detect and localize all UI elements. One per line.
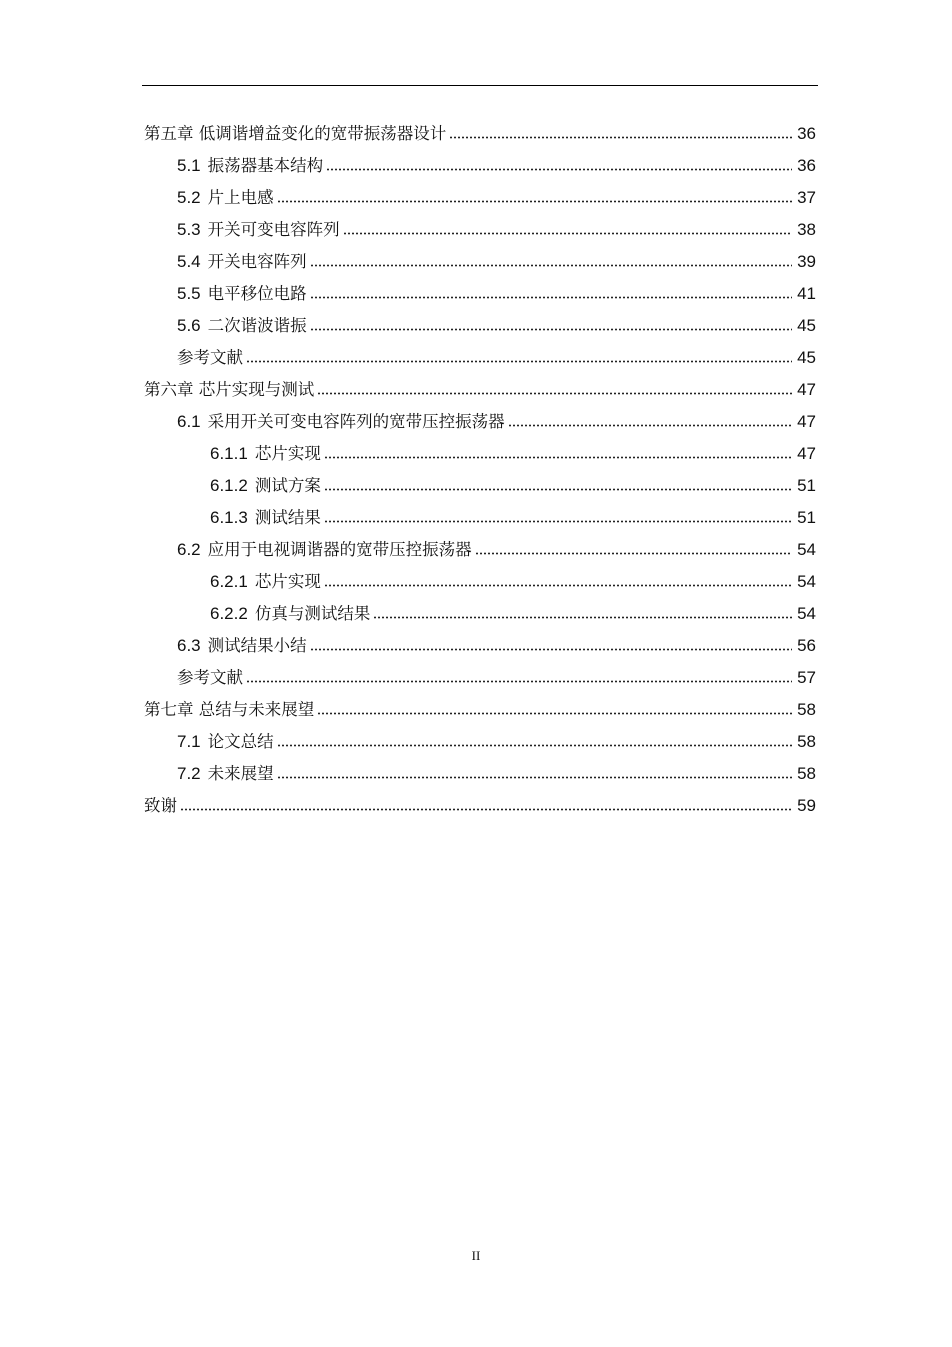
toc-entry-title: 未来展望 xyxy=(207,764,274,783)
toc-entry-number: 5.3 xyxy=(177,220,201,239)
toc-entry-title: 电平移位电路 xyxy=(207,284,307,303)
dot-leader xyxy=(180,803,792,811)
toc-entry-title: 参考文献 xyxy=(177,348,243,367)
toc-entry-page: 58 xyxy=(797,732,816,751)
toc-entry-title: 二次谐波谐振 xyxy=(207,316,307,335)
toc-entry-title: 芯片实现 xyxy=(254,444,321,463)
toc-entry-number: 6.2.2 xyxy=(210,604,248,623)
dot-leader xyxy=(475,547,792,555)
toc-entry-number: 5.1 xyxy=(177,156,201,175)
toc-entry-page: 54 xyxy=(797,604,816,623)
dot-leader xyxy=(449,131,792,139)
toc-entry[interactable] xyxy=(142,534,816,566)
toc-entry[interactable] xyxy=(142,502,816,534)
dot-leader xyxy=(246,675,792,683)
table-of-contents xyxy=(142,118,816,822)
dot-leader xyxy=(246,355,792,363)
toc-entry[interactable] xyxy=(142,342,816,374)
toc-entry-number: 6.1.1 xyxy=(210,444,248,463)
toc-entry-title: 第五章 低调谐增益变化的宽带振荡器设计 xyxy=(144,124,447,143)
toc-entry[interactable] xyxy=(142,662,816,694)
dot-leader xyxy=(324,483,792,491)
toc-entry-page: 57 xyxy=(797,668,816,687)
toc-entry-number: 7.1 xyxy=(177,732,201,751)
toc-entry-page: 54 xyxy=(797,572,816,591)
dot-leader xyxy=(310,259,792,267)
dot-leader xyxy=(310,291,792,299)
toc-entry[interactable] xyxy=(142,246,816,278)
toc-entry[interactable] xyxy=(142,278,816,310)
dot-leader xyxy=(324,579,792,587)
toc-entry-number: 5.2 xyxy=(177,188,201,207)
toc-entry-page: 54 xyxy=(797,540,816,559)
toc-entry-number: 6.3 xyxy=(177,636,201,655)
toc-entry-page: 51 xyxy=(797,508,816,527)
toc-entry[interactable] xyxy=(142,406,816,438)
toc-entry-page: 45 xyxy=(797,348,816,367)
toc-entry-number: 7.2 xyxy=(177,764,201,783)
toc-entry-title: 测试方案 xyxy=(254,476,321,495)
toc-entry-title: 开关可变电容阵列 xyxy=(207,220,340,239)
toc-entry[interactable] xyxy=(142,694,816,726)
toc-entry-title: 第六章 芯片实现与测试 xyxy=(144,380,315,399)
toc-entry-title: 第七章 总结与未来展望 xyxy=(144,700,315,719)
toc-entry-page: 47 xyxy=(797,380,816,399)
toc-entry[interactable] xyxy=(142,182,816,214)
toc-entry-title: 仿真与测试结果 xyxy=(254,604,371,623)
header-rule xyxy=(142,85,818,86)
toc-entry-page: 58 xyxy=(797,764,816,783)
toc-entry[interactable] xyxy=(142,374,816,406)
toc-entry-title: 应用于电视调谐器的宽带压控振荡器 xyxy=(207,540,472,559)
toc-entry[interactable] xyxy=(142,790,816,822)
toc-entry-page: 36 xyxy=(797,124,816,143)
toc-entry-title: 致谢 xyxy=(144,796,177,815)
toc-entry-title: 测试结果 xyxy=(254,508,321,527)
toc-entry-page: 45 xyxy=(797,316,816,335)
toc-entry-page: 59 xyxy=(797,796,816,815)
page-number: II xyxy=(471,1248,481,1263)
toc-entry-page: 38 xyxy=(797,220,816,239)
toc-entry-title: 芯片实现 xyxy=(254,572,321,591)
toc-entry[interactable] xyxy=(142,598,816,630)
dot-leader xyxy=(317,707,792,715)
dot-leader xyxy=(343,227,792,235)
dot-leader xyxy=(310,323,792,331)
toc-entry[interactable] xyxy=(142,150,816,182)
toc-entry-page: 36 xyxy=(797,156,816,175)
toc-entry-page: 58 xyxy=(797,700,816,719)
toc-entry-title: 采用开关可变电容阵列的宽带压控振荡器 xyxy=(207,412,505,431)
toc-entry[interactable] xyxy=(142,470,816,502)
toc-entry-number: 6.2 xyxy=(177,540,201,559)
dot-leader xyxy=(317,387,792,395)
toc-entry-number: 5.5 xyxy=(177,284,201,303)
toc-entry-number: 5.6 xyxy=(177,316,201,335)
toc-entry[interactable] xyxy=(142,438,816,470)
toc-entry-title: 振荡器基本结构 xyxy=(207,156,324,175)
dot-leader xyxy=(310,643,792,651)
toc-entry[interactable] xyxy=(142,118,816,150)
toc-entry-number: 6.1.2 xyxy=(210,476,248,495)
toc-entry-page: 47 xyxy=(797,444,816,463)
toc-entry-title: 开关电容阵列 xyxy=(207,252,307,271)
toc-entry-page: 37 xyxy=(797,188,816,207)
toc-entry-number: 6.1.3 xyxy=(210,508,248,527)
toc-entry[interactable] xyxy=(142,214,816,246)
toc-entry-number: 6.2.1 xyxy=(210,572,248,591)
toc-entry[interactable] xyxy=(142,310,816,342)
toc-entry-page: 39 xyxy=(797,252,816,271)
dot-leader xyxy=(508,419,792,427)
dot-leader xyxy=(277,195,792,203)
toc-entry-title: 论文总结 xyxy=(207,732,274,751)
toc-entry[interactable] xyxy=(142,630,816,662)
toc-entry[interactable] xyxy=(142,758,816,790)
toc-entry-number: 5.4 xyxy=(177,252,201,271)
toc-entry[interactable] xyxy=(142,566,816,598)
toc-entry-number: 6.1 xyxy=(177,412,201,431)
toc-entry-title: 测试结果小结 xyxy=(207,636,307,655)
toc-entry-title: 片上电感 xyxy=(207,188,274,207)
toc-entry-page: 41 xyxy=(797,284,816,303)
toc-entry-page: 47 xyxy=(797,412,816,431)
dot-leader xyxy=(277,771,792,779)
toc-entry-title: 参考文献 xyxy=(177,668,243,687)
dot-leader xyxy=(324,515,792,523)
toc-entry[interactable] xyxy=(142,726,816,758)
dot-leader xyxy=(326,163,792,171)
toc-entry-page: 51 xyxy=(797,476,816,495)
dot-leader xyxy=(373,611,792,619)
toc-entry-page: 56 xyxy=(797,636,816,655)
dot-leader xyxy=(324,451,792,459)
dot-leader xyxy=(277,739,792,747)
